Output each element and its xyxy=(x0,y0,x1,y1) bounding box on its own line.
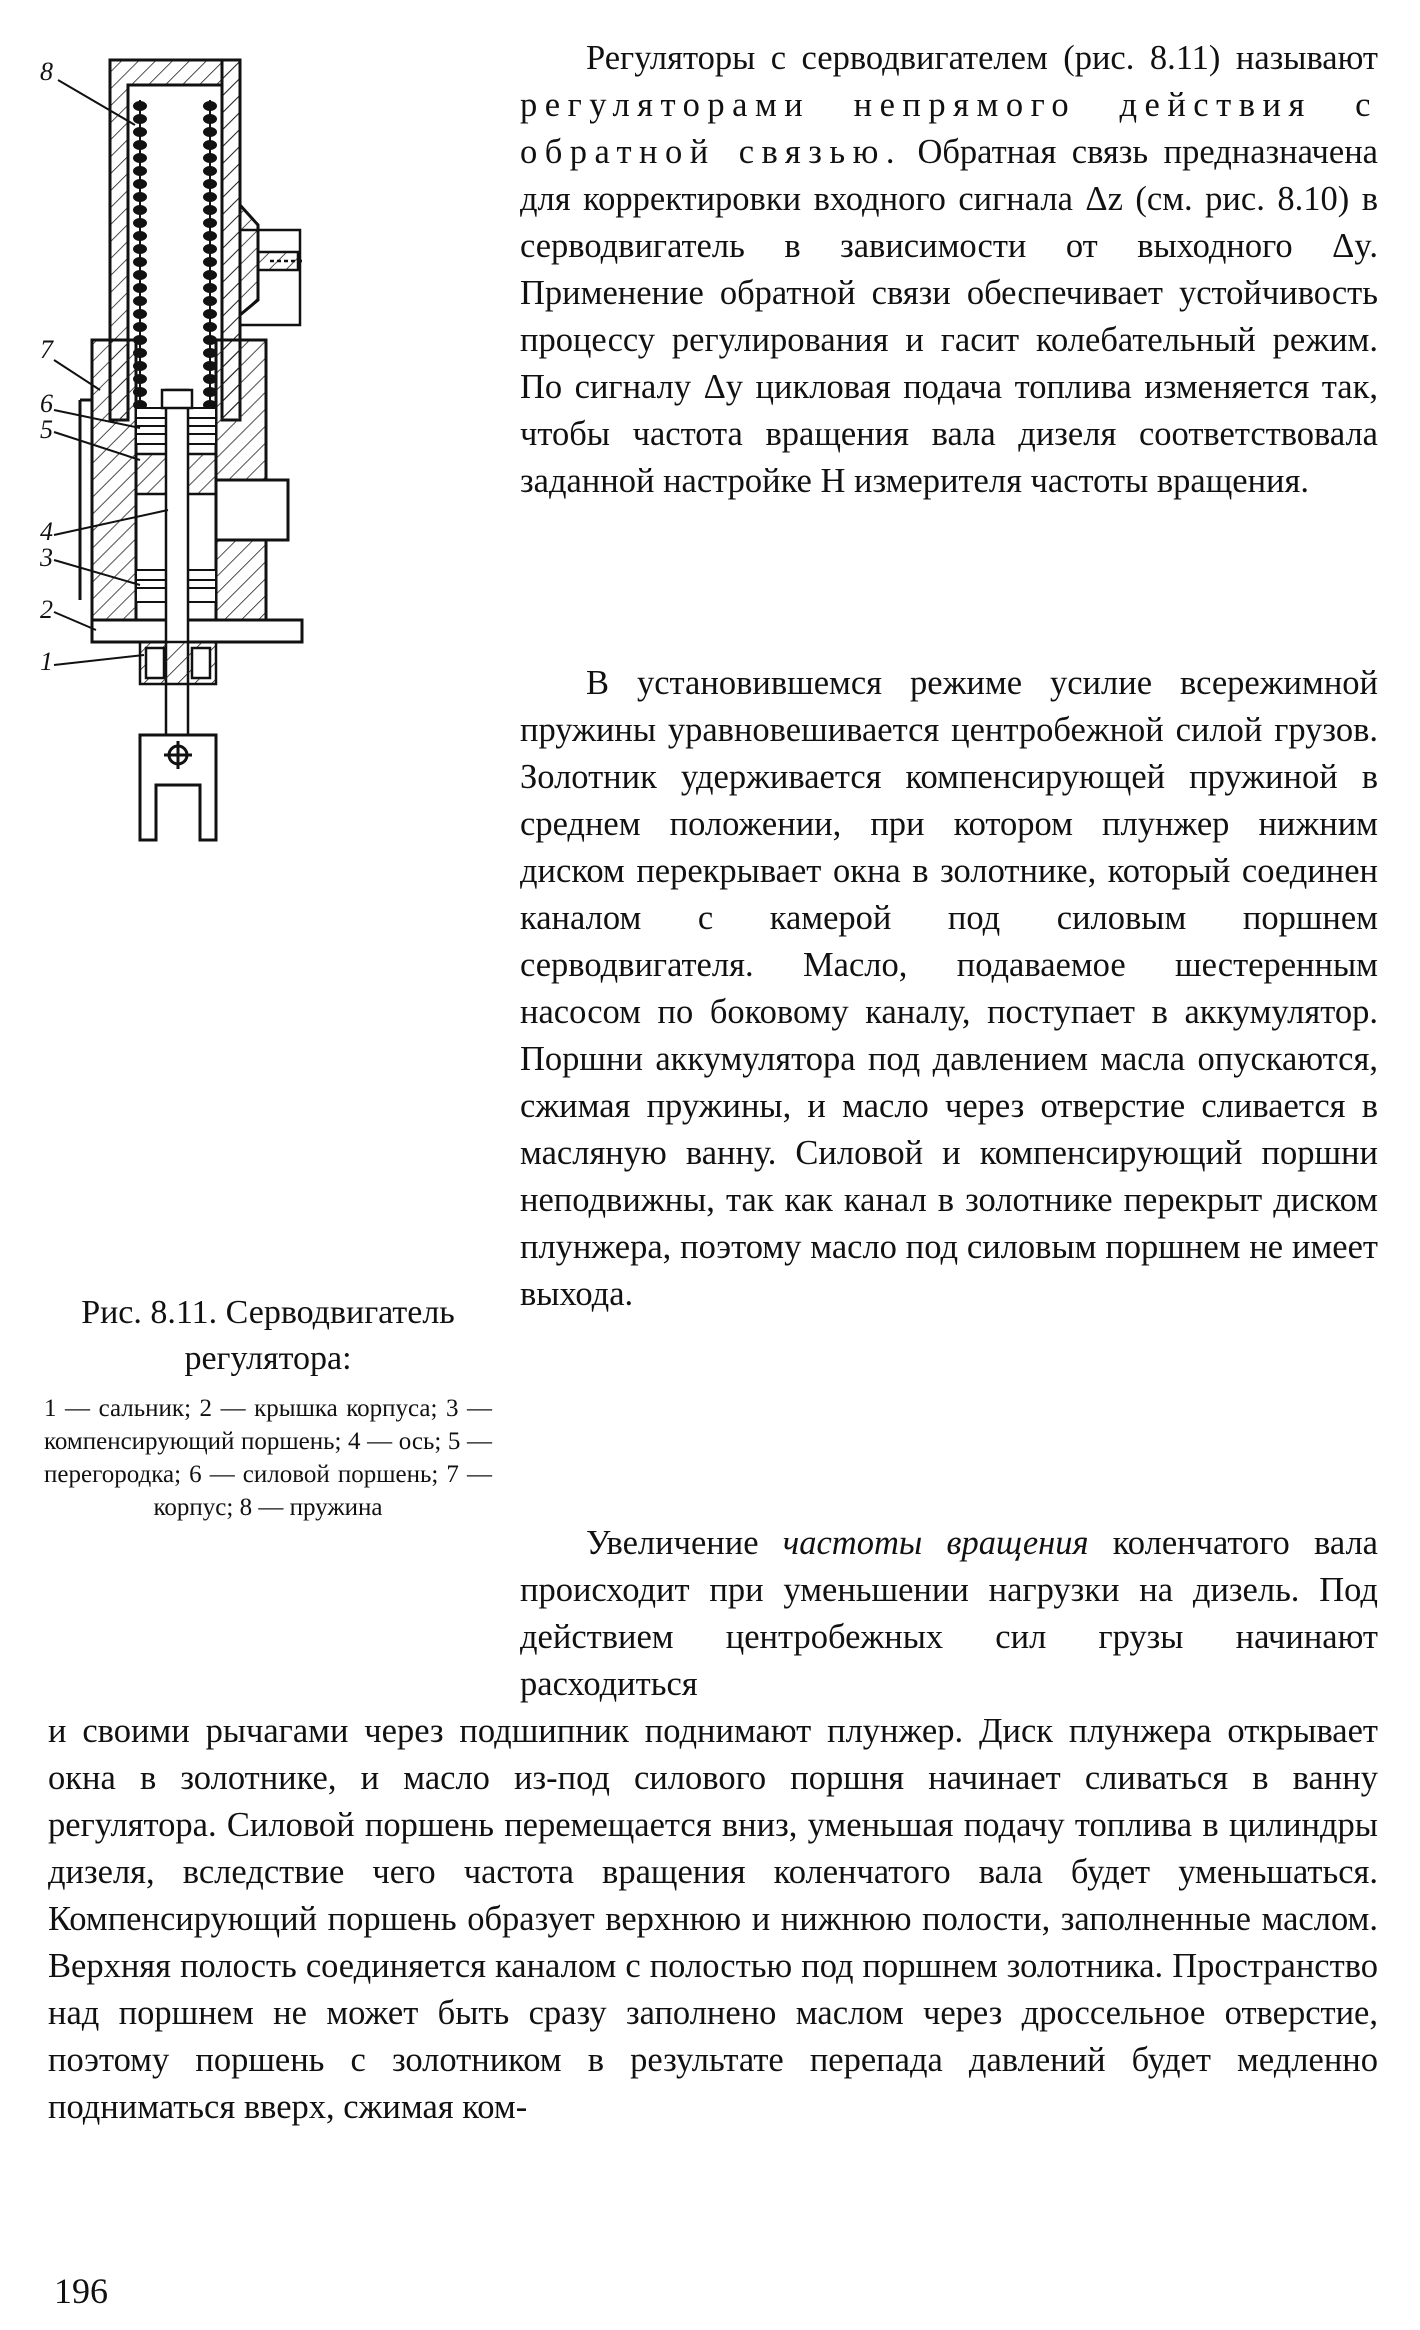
p1-start: Регуляторы с серводвигателем (рис. 8.11) называют xyxy=(586,39,1378,77)
spring-coil xyxy=(133,153,147,163)
spring-coil xyxy=(203,140,217,150)
p1-end: Обратная связь предназначена для корректировки входного сигнала Δz (см. рис. 8.10) в серводвигатель в зависимости от выходного Δy. Применение обратной связи обеспечивает устойчивость процессу регулирования и гасит колебательный режим. По сигналу Δy цикловая подача топлива изменяется так, чтобы частота вращения вала дизеля соответствовала заданной настройке Н измерителя частоты вращения. xyxy=(520,133,1378,500)
spring-coil xyxy=(133,322,147,332)
spring-coil xyxy=(133,296,147,306)
callout-3: 3 xyxy=(40,543,53,572)
spring-coil xyxy=(133,205,147,215)
p3-end-right: коленчатого вала происходит при уменьшении нагрузки на дизель. Под действием центробежных сил грузы начинают расходиться xyxy=(520,1524,1378,1703)
p3-start: Увеличение xyxy=(586,1524,783,1562)
p3-italic-term: частоты вращения xyxy=(782,1524,1089,1562)
spring-coil xyxy=(203,257,217,267)
coil-spring xyxy=(133,100,217,420)
spring-coil xyxy=(203,127,217,137)
figure-caption xyxy=(44,1290,492,1524)
spring-coil xyxy=(203,192,217,202)
paragraph-2: В установившемся режиме усилие всережимной пружины уравновешивается центробежной силой грузов. Золотник удерживается компенсирующей пружиной в среднем положении, при котором плунжер нижним диском перекрывает окна в золотнике, который соединен каналом с камерой под силовым поршнем серводвигателя. Масло, подаваемое шестеренным насосом по боковому каналу, поступает в аккумулятор. Поршни аккумулятора под давлением масла опускаются, сжимая пружины, и масло через отверстие сливается в масляную ванну. Силовой и компенсирующий поршни неподвижны, так как канал в золотнике перекрыт диском плунжера, поэтому масло под силовым поршнем не имеет выхода. xyxy=(520,664,1378,1313)
spring-coil xyxy=(203,244,217,254)
spring-coil xyxy=(133,283,147,293)
callout-7: 7 xyxy=(40,335,53,364)
spring-coil xyxy=(133,192,147,202)
callout-1: 1 xyxy=(40,647,53,676)
spring-coil xyxy=(133,114,147,124)
spring-coil xyxy=(203,309,217,319)
spring-coil xyxy=(133,231,147,241)
spring-coil xyxy=(133,257,147,267)
caption-legend: 1 — сальник; 2 — крышка корпуса; 3 — компенсирующий поршень; 4 — ось; 5 — перегородка; 6 — силовой поршень; 7 — корпус; 8 — пружина xyxy=(44,1395,492,1521)
p1-spaced-term: регуляторами непрямого действия с обратной связью. xyxy=(520,86,1378,171)
paragraph-3-start xyxy=(520,1520,1378,1708)
spring-coil xyxy=(203,179,217,189)
caption-title: Рис. 8.11. Серводвигатель регулятора: xyxy=(81,1294,455,1377)
spring-coil xyxy=(203,322,217,332)
callout-5: 5 xyxy=(40,415,53,444)
spring-coil xyxy=(133,309,147,319)
spring-coil xyxy=(133,140,147,150)
callout-4: 4 xyxy=(40,517,53,546)
spring-coil xyxy=(133,270,147,280)
callout-2: 2 xyxy=(40,595,53,624)
spring-coil xyxy=(203,270,217,280)
spring-coil xyxy=(203,205,217,215)
spring-coil xyxy=(133,244,147,254)
spring-coil xyxy=(133,101,147,111)
spring-coil xyxy=(203,231,217,241)
callout-6: 6 xyxy=(40,389,53,418)
spring-coil xyxy=(133,166,147,176)
spring-coil xyxy=(203,296,217,306)
servomotor-drawing xyxy=(40,40,490,1270)
spring-coil xyxy=(133,127,147,137)
spring-coil xyxy=(133,218,147,228)
fork xyxy=(140,735,216,840)
spring-coil xyxy=(133,179,147,189)
gland xyxy=(140,642,216,684)
paragraph-1 xyxy=(520,35,1378,505)
spring-coil xyxy=(203,283,217,293)
spring-coil xyxy=(203,114,217,124)
callout-8: 8 xyxy=(40,57,53,86)
spring-coil xyxy=(203,218,217,228)
spring-coil xyxy=(203,153,217,163)
spring-coil xyxy=(203,101,217,111)
paragraph-3-continued: и своими рычагами через подшипник поднимают плунжер. Диск плунжера открывает окна в золотнике, и масло из-под силового поршня начинает сливаться в ванну регулятора. Силовой поршень перемещается вниз, уменьшая подачу топлива в цилиндры дизеля, вследствие чего частота вращения коленчатого вала будет уменьшаться. Компенсирующий поршень образует верхнюю и нижнюю полости, заполненные маслом. Верхняя полость соединяется каналом с полостью под поршнем золотника. Пространство над поршнем не может быть сразу заполнено маслом через дроссельное отверстие, поэтому поршень с золотником в результате перепада давлений будет медленно подниматься вверх, сжимая ком- xyxy=(48,1712,1378,2126)
page-number: 196 xyxy=(54,2271,108,2311)
spring-coil xyxy=(203,166,217,176)
